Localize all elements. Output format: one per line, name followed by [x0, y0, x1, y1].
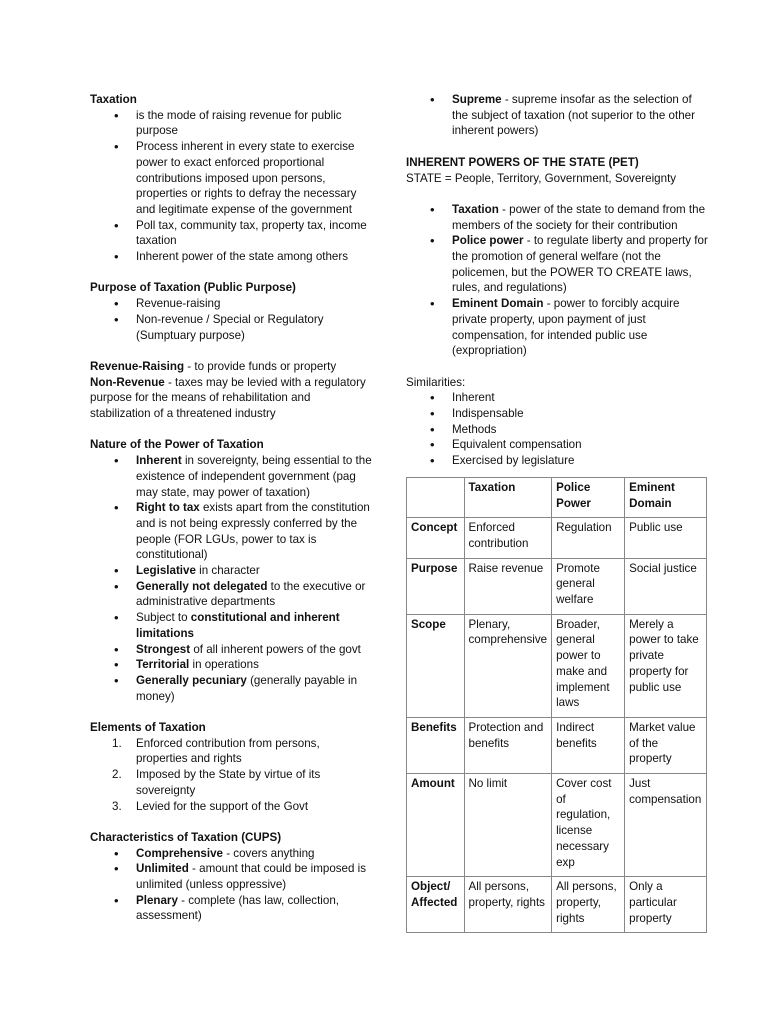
table-cell: Broader, general power to make and implement laws: [552, 614, 625, 717]
inherent-powers-list: [406, 202, 708, 359]
list-item: • Revenue-raising: [90, 296, 372, 312]
table-cell: Object/ Affected: [407, 877, 465, 933]
nature-heading: Nature of the Power of Taxation: [90, 438, 264, 452]
list-item: • Territorial in operations: [90, 657, 372, 673]
supreme-list: [406, 92, 708, 139]
list-item: • Poll tax, community tax, property tax, income taxation: [90, 218, 372, 249]
list-item: • Inherent power of the state among others: [90, 249, 372, 265]
table-cell: All persons, property, rights: [464, 877, 552, 933]
list-item: • is the mode of raising revenue for public purpose: [90, 108, 372, 139]
list-item: • Generally not delegated to the executive or administrative departments: [90, 579, 372, 610]
table-cell: Market value of the property: [625, 717, 707, 773]
taxation-list: [90, 108, 372, 265]
table-cell: Raise revenue: [464, 558, 552, 614]
table-row: [407, 558, 707, 614]
list-item: • Plenary - complete (has law, collection, assessment): [90, 893, 372, 924]
table-cell: Only a particular property: [625, 877, 707, 933]
table-header-row: [407, 477, 707, 517]
list-item: • Unlimited - amount that could be imposed is unlimited (unless oppressive): [90, 861, 372, 892]
table-cell: Cover cost of regulation, license necessary exp: [552, 774, 625, 877]
table-cell: Public use: [625, 518, 707, 558]
table-cell: Scope: [407, 614, 465, 717]
table-cell: Benefits: [407, 717, 465, 773]
list-item: • Inherent in sovereignty, being essential to the existence of independent government (pag may state, may power of taxation): [90, 453, 372, 500]
list-item: • Eminent Domain - power to forcibly acquire private property, upon payment of just compensation, for intended public use (expropriation): [406, 296, 708, 359]
definition-non-revenue: Non-Revenue - taxes may be levied with a regulatory purpose for the means of rehabilitation and stabilization of a threatened industry: [90, 375, 366, 421]
table-header-cell: Police Power: [552, 477, 625, 517]
list-item: • Indispensable: [406, 406, 708, 422]
table-cell: Enforced contribution: [464, 518, 552, 558]
characteristics-heading: Characteristics of Taxation (CUPS): [90, 830, 282, 844]
list-item: Imposed by the State by virtue of its sovereignty: [136, 768, 321, 797]
list-item: • Subject to constitutional and inherent limitations: [90, 610, 372, 641]
list-item: Enforced contribution from persons, properties and rights: [136, 736, 320, 766]
list-item: Levied for the support of the Govt: [136, 799, 309, 813]
table-cell: All persons, property, rights: [552, 877, 625, 933]
list-item: • Non-revenue / Special or Regulatory (Sumptuary purpose): [90, 312, 372, 343]
definition-revenue-raising: Revenue-Raising - to provide funds or property: [90, 359, 337, 373]
list-item: • Police power - to regulate liberty and property for the promotion of general welfare (not the policemen, but the POWER TO CREATE laws, rules, and regulations): [406, 233, 708, 296]
table-cell: Plenary, comprehensive: [464, 614, 552, 717]
comparison-table: [406, 477, 707, 934]
list-item: • Equivalent compensation: [406, 437, 708, 453]
table-row: [407, 774, 707, 877]
table-header-cell: Eminent Domain: [625, 477, 707, 517]
list-item: • Methods: [406, 422, 708, 438]
list-item: • Strongest of all inherent powers of the govt: [90, 642, 372, 658]
table-cell: Promote general welfare: [552, 558, 625, 614]
similarities-heading: Similarities:: [406, 375, 466, 389]
similarities-list: [406, 390, 708, 469]
list-item: • Supreme - supreme insofar as the selection of the subject of taxation (not superior to the other inherent powers): [406, 92, 708, 139]
characteristics-list: [90, 846, 372, 925]
elements-heading: Elements of Taxation: [90, 721, 206, 735]
table-cell: Indirect benefits: [552, 717, 625, 773]
nature-list: [90, 453, 372, 704]
table-cell: Social justice: [625, 558, 707, 614]
inherent-powers-heading: INHERENT POWERS OF THE STATE (PET): [406, 155, 639, 169]
table-cell: Amount: [407, 774, 465, 877]
table-cell: Concept: [407, 518, 465, 558]
table-row: [407, 717, 707, 773]
table-cell: Merely a power to take private property for public use: [625, 614, 707, 717]
table-cell: Regulation: [552, 518, 625, 558]
purpose-list: [90, 296, 372, 343]
table-header-cell: [407, 477, 465, 517]
table-cell: Just compensation: [625, 774, 707, 877]
list-item: • Generally pecuniary (generally payable in money): [90, 673, 372, 704]
list-item: • Inherent: [406, 390, 708, 406]
elements-list: [90, 736, 372, 815]
table-row: [407, 614, 707, 717]
list-item: • Exercised by legislature: [406, 453, 708, 469]
list-item: • Taxation - power of the state to demand from the members of the society for their contribution: [406, 202, 708, 233]
table-cell: No limit: [464, 774, 552, 877]
taxation-heading: Taxation: [90, 93, 137, 106]
table-header-cell: Taxation: [464, 477, 552, 517]
purpose-heading: Purpose of Taxation (Public Purpose): [90, 281, 296, 295]
list-item: • Comprehensive - covers anything: [90, 846, 372, 862]
list-item: • Legislative in character: [90, 563, 372, 579]
list-item: • Right to tax exists apart from the constitution and is not being expressly conferred by the people (FOR LGUs, power to tax is constitutional): [90, 500, 372, 563]
table-cell: Purpose: [407, 558, 465, 614]
table-row: [407, 877, 707, 933]
list-item: • Process inherent in every state to exercise power to exact enforced proportional contributions imposed upon persons, properties or rights to defray the necessary and legitimate expense of the government: [90, 139, 372, 218]
right-column: [406, 92, 708, 933]
state-definition: STATE = People, Territory, Government, Sovereignty: [406, 171, 677, 185]
left-column: [90, 92, 372, 924]
table-cell: Protection and benefits: [464, 717, 552, 773]
table-row: [407, 518, 707, 558]
